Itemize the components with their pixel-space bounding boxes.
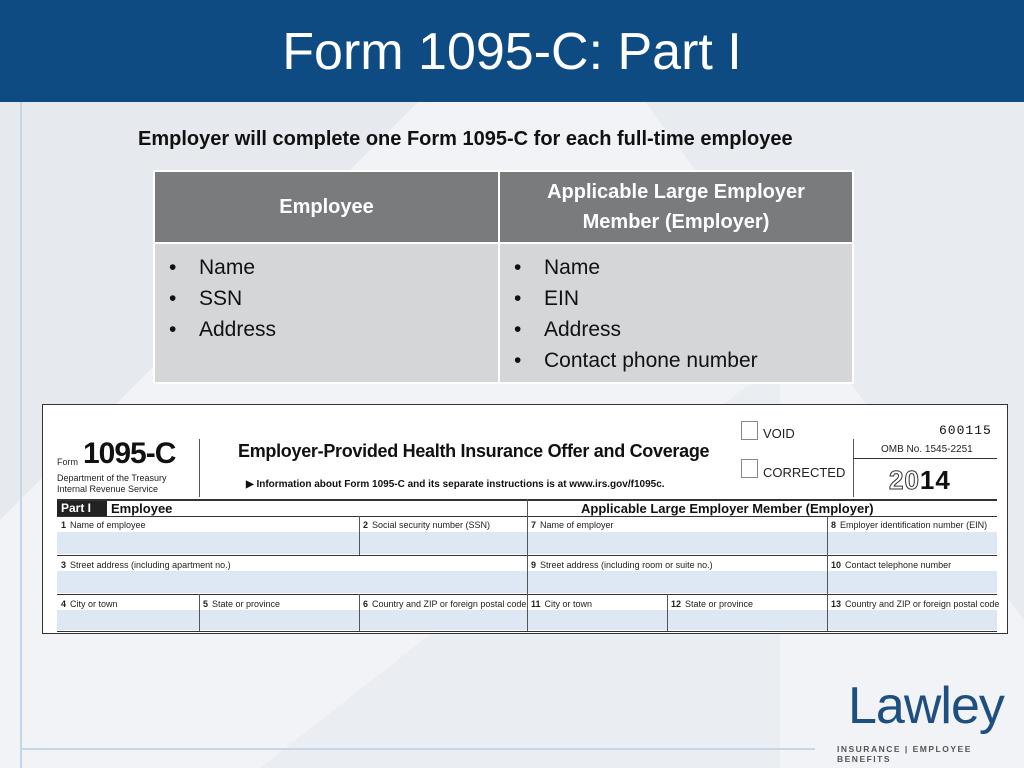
divider <box>853 458 997 459</box>
field-12-label: 12 State or province <box>671 599 754 609</box>
list-item: • Contact phone number <box>544 345 852 376</box>
list-item: • Address <box>544 314 852 345</box>
list-item: • SSN <box>199 283 498 314</box>
divider <box>199 439 200 497</box>
logo-tagline: INSURANCE | EMPLOYEE BENEFITS <box>837 744 972 764</box>
tax-year: 2014 <box>889 465 951 495</box>
divider <box>57 631 997 632</box>
void-checkbox <box>741 421 758 440</box>
employer-cell <box>499 243 853 383</box>
field-7-label: 7 Name of employer <box>531 520 614 530</box>
list-item: • Name <box>544 252 852 283</box>
divider <box>527 499 528 631</box>
part-employer: Applicable Large Employer Member (Employer) <box>581 501 874 516</box>
header-employer: Applicable Large Employer Member (Employer) <box>499 171 853 243</box>
list-item: • EIN <box>544 283 852 314</box>
field-1-label: 1 Name of employee <box>61 520 146 530</box>
title-bar <box>0 0 1024 102</box>
divider <box>359 594 360 631</box>
divider <box>853 439 854 497</box>
field-8-label: 8 Employer identification number (EIN) <box>831 520 988 530</box>
dept-line2: Internal Revenue Service <box>57 484 159 494</box>
divider <box>359 516 360 555</box>
corrected-label: CORRECTED <box>763 465 846 480</box>
divider <box>199 594 200 631</box>
form-title: Employer-Provided Health Insurance Offer and Coverage <box>238 441 710 461</box>
form-number: 1095-C <box>83 437 176 470</box>
divider <box>827 516 828 631</box>
field-9-label: 9 Street address (including room or suite no.) <box>531 560 713 570</box>
form-1095c-image <box>42 404 1008 634</box>
part-employee: Employee <box>111 501 173 516</box>
divider <box>667 594 668 631</box>
void-label: VOID <box>763 426 795 441</box>
decorative-line <box>20 748 815 750</box>
header-employee: Employee <box>154 171 499 243</box>
slide-title: Form 1095-C: Part I <box>282 23 742 81</box>
decorative-line <box>20 100 22 768</box>
slide-subtitle: Employer will complete one Form 1095-C for each full-time employee <box>138 128 793 150</box>
dept-line1: Department of the Treasury <box>57 473 167 483</box>
list-item: • Address <box>199 314 498 345</box>
field-4-label: 4 City or town <box>61 599 118 609</box>
lawley-logo: Lawley <box>848 677 1004 735</box>
part-label: Part I <box>57 501 107 516</box>
omb-number: OMB No. 1545-2251 <box>881 444 973 455</box>
form-code: 600115 <box>939 423 992 438</box>
field-5-label: 5 State or province <box>203 599 281 609</box>
list-item: • Name <box>199 252 498 283</box>
form-info: ▶ Information about Form 1095-C and its separate instructions is at www.irs.gov/f1095c. <box>246 479 665 490</box>
field-13-label: 13 Country and ZIP or foreign postal code <box>831 599 1000 609</box>
employee-cell <box>154 243 499 383</box>
field-6-label: 6 Country and ZIP or foreign postal code <box>363 599 527 609</box>
comparison-table <box>153 170 854 384</box>
field-11-label: 11 City or town <box>531 599 593 609</box>
field-2-label: 2 Social security number (SSN) <box>363 520 491 530</box>
field-10-label: 10 Contact telephone number <box>831 560 952 570</box>
field-3-label: 3 Street address (including apartment no.) <box>61 560 231 570</box>
form-prefix: Form <box>57 457 78 467</box>
corrected-checkbox <box>741 459 758 478</box>
